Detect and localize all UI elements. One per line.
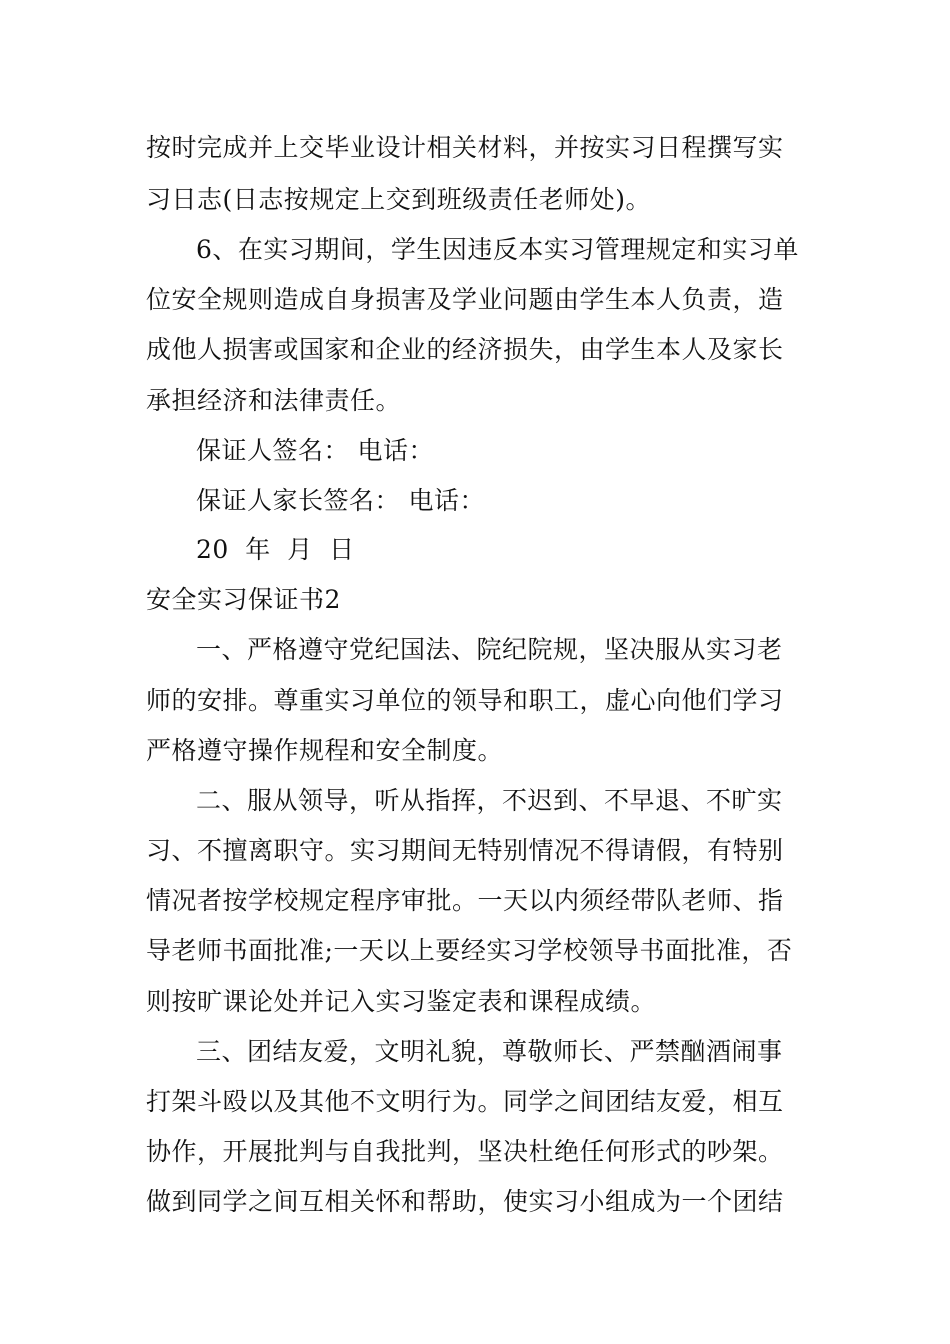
guarantor-signature-line: 保证人签名： 电话： bbox=[196, 436, 434, 465]
clause-1-first-line: 一、严格遵守党纪国法、院纪院规，坚决服从实习老 bbox=[196, 635, 783, 664]
body-line: 情况者按学校规定程序审批。一天以内须经带队老师、指 bbox=[146, 886, 784, 915]
body-line: 师的安排。尊重实习单位的领导和职工，虚心向他们学习 bbox=[146, 686, 784, 715]
body-line: 则按旷课论处并记入实习鉴定表和课程成绩。 bbox=[146, 987, 657, 1016]
parent-signature-line: 保证人家长签名： 电话： bbox=[196, 486, 485, 515]
body-line: 打架斗殴以及其他不文明行为。同学之间团结友爱，相互 bbox=[146, 1087, 784, 1116]
body-line: 位安全规则造成自身损害及学业问题由学生本人负责，造 bbox=[146, 285, 784, 314]
clause-2-first-line: 二、服从领导，听从指挥，不迟到、不早退、不旷实 bbox=[196, 786, 783, 815]
body-line: 协作，开展批判与自我批判，坚决杜绝任何形式的吵架。 bbox=[146, 1137, 784, 1166]
body-line: 习日志(日志按规定上交到班级责任老师处)。 bbox=[146, 185, 652, 214]
section-title: 安全实习保证书2 bbox=[146, 585, 341, 614]
body-line: 成他人损害或国家和企业的经济损失，由学生本人及家长 bbox=[146, 335, 784, 364]
date-line: 20 年 月 日 bbox=[196, 535, 355, 564]
body-line: 承担经济和法律责任。 bbox=[146, 386, 402, 415]
body-line: 严格遵守操作规程和安全制度。 bbox=[146, 736, 504, 765]
paragraph-6-first-line: 6、在实习期间，学生因违反本实习管理规定和实习单 bbox=[196, 235, 799, 264]
body-line: 做到同学之间互相关怀和帮助，使实习小组成为一个团结 bbox=[146, 1187, 784, 1216]
body-line: 导老师书面批准;一天以上要经实习学校领导书面批准，否 bbox=[146, 936, 793, 965]
body-line: 习、不擅离职守。实习期间无特别情况不得请假，有特别 bbox=[146, 836, 784, 865]
body-line: 按时完成并上交毕业设计相关材料，并按实习日程撰写实 bbox=[146, 133, 784, 162]
clause-3-first-line: 三、团结友爱，文明礼貌，尊敬师长、严禁酗酒闹事 bbox=[196, 1037, 783, 1066]
